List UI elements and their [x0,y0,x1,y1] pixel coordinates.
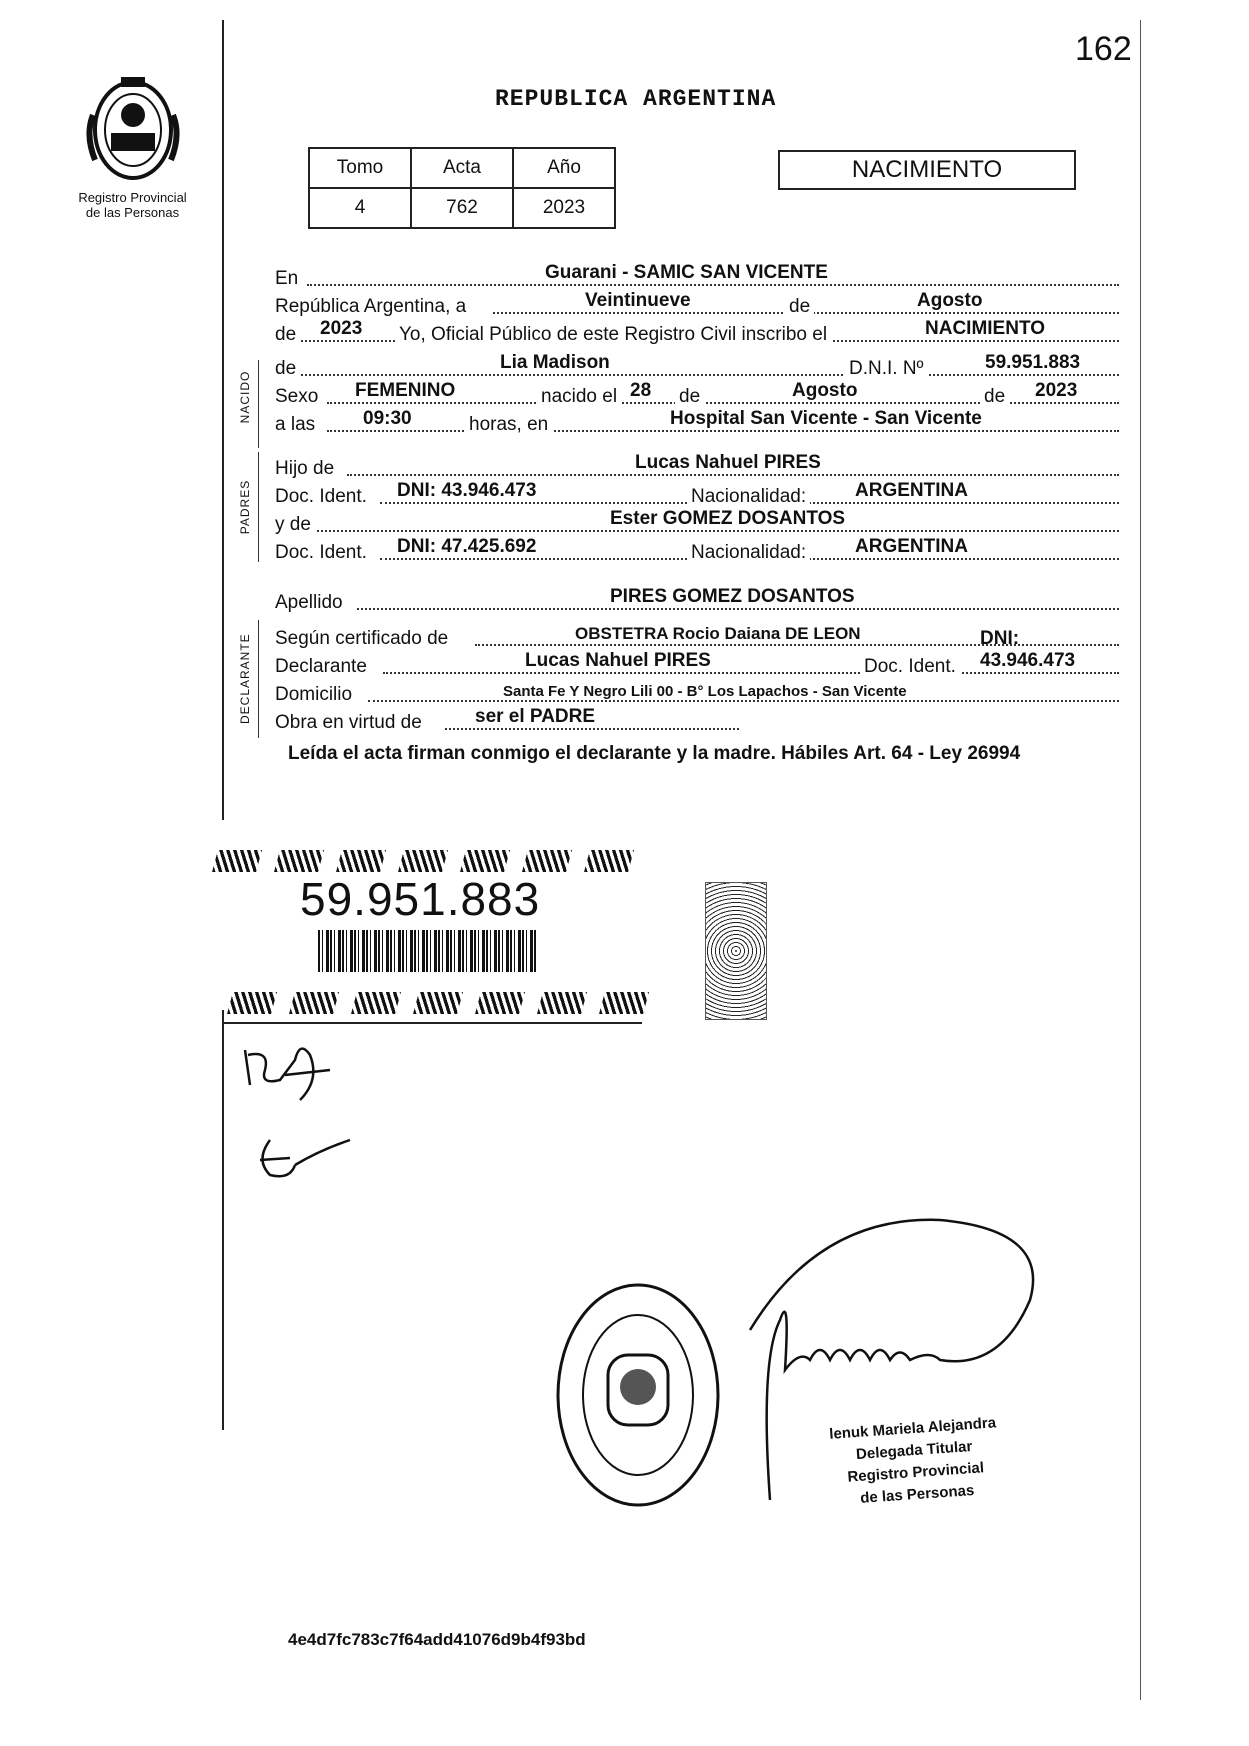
row-padre-doc [275,480,1119,508]
coat-of-arms-icon [83,75,183,185]
padre-nac: ARGENTINA [855,480,968,501]
signature-1 [240,1030,340,1110]
label-apellido: Apellido [275,592,343,613]
hologram-seal [705,882,767,1020]
page-title: REPUBLICA ARGENTINA [495,86,777,112]
declarante-bracket [258,620,259,738]
label-en: En [275,268,299,289]
value-acta: 762 [411,188,513,228]
label-de-year2: de [980,386,1009,408]
label-declarante: Declarante [275,656,367,677]
value-day: Veintinueve [585,290,691,311]
logo-caption-1: Registro Provincial [78,190,187,205]
id-number: 59.951.883 [300,873,541,925]
label-declarante-doc: Doc. Ident. [860,656,960,678]
padre-name: Lucas Nahuel PIRES [635,452,821,473]
nacido-dni: 59.951.883 [985,352,1081,373]
row-hijo-de [275,452,1119,480]
row-y-de [275,508,1119,536]
label-nacido-el: nacido el [537,386,621,408]
separator-line [222,1022,642,1024]
barcode [318,930,538,972]
label-madre-nac: Nacionalidad: [687,542,810,564]
padre-doc: DNI: 43.946.473 [397,480,537,501]
nacido-hora: 09:30 [363,408,412,429]
label-y-de: y de [275,514,311,535]
security-band-top [215,850,631,872]
row-domicilio [275,678,1119,706]
statement-value: NACIMIENTO [925,318,1045,339]
declarante-value: Lucas Nahuel PIRES [525,650,711,671]
apellido-value: PIRES GOMEZ DOSANTOS [610,586,855,607]
label-sexo: Sexo [275,386,319,407]
nacido-day: 28 [630,380,652,401]
label-domicilio: Domicilio [275,684,353,705]
value-anio: 2023 [513,188,615,228]
madre-nac: ARGENTINA [855,536,968,557]
page-number: 162 [1075,30,1132,68]
label-padre-nac: Nacionalidad: [687,486,810,508]
padres-bracket [258,452,259,562]
madre-doc: DNI: 47.425.692 [397,536,537,557]
official-office: Registro Provincial [846,1459,985,1486]
logo [60,75,205,220]
madre-name: Ester GOMEZ DOSANTOS [610,508,846,529]
signature-2 [250,1130,360,1190]
row-en [275,262,1119,290]
left-margin-line-lower [222,1010,224,1430]
document-hash: 4e4d7fc783c7f64add41076d9b4f93bd [288,1630,586,1649]
value-en: Guarani - SAMIC SAN VICENTE [545,262,828,283]
label-hijo-de: Hijo de [275,458,335,479]
left-margin-line [222,20,224,820]
record-table [308,147,616,229]
label-de: de [785,296,814,318]
label-horas-en: horas, en [465,414,552,436]
value-tomo: 4 [309,188,411,228]
row-obra [275,706,1119,734]
official-title: Delegada Titular [855,1437,973,1464]
official-block [792,1410,1038,1515]
nacido-sexo: FEMENINO [355,380,456,401]
security-band-bottom [230,992,646,1014]
row-apellido [275,586,1119,614]
record-type: NACIMIENTO [851,156,1003,183]
label-republica: República Argentina, a [275,296,467,317]
row-nacido-sexo [275,380,1119,408]
obra-value: ser el PADRE [475,706,596,727]
label-nacido-de: de [275,358,297,379]
section-declarante: DECLARANTE [238,633,252,724]
official-name: lenuk Mariela Alejandra [828,1414,997,1443]
nacido-name: Lia Madison [500,352,610,373]
right-margin-line [1140,20,1141,1700]
nacido-bracket [258,360,259,448]
header-tomo: Tomo [309,148,411,188]
section-padres: PADRES [238,479,252,535]
value-month: Agosto [917,290,983,311]
row-statement [275,318,1119,346]
label-de-month: de [675,386,704,408]
section-nacido: NACIDO [238,370,252,424]
label-a-las: a las [275,414,316,435]
official-office-2: de las Personas [859,1481,975,1507]
row-nacido-nombre [275,352,1119,380]
row-republica [275,290,1119,318]
label-dni: D.N.I. Nº [845,358,928,380]
label-madre-doc: Doc. Ident. [275,542,367,563]
label-de-year: de [275,324,297,345]
label-certificado: Según certificado de [275,628,449,649]
statement: Yo, Oficial Público de este Registro Civil inscribo el [395,324,831,346]
header-acta: Acta [411,148,513,188]
nacido-month: Agosto [792,380,858,401]
declarante-doc: DNI: 43.946.473 [980,628,1076,671]
domicilio-value: Santa Fe Y Negro Lili 00 - B° Los Lapachos - San Vicente [503,683,907,700]
logo-caption-2: de las Personas [85,205,180,220]
label-obra: Obra en virtud de [275,712,422,733]
nacido-lugar: Hospital San Vicente - San Vicente [670,408,982,429]
label-padre-doc: Doc. Ident. [275,486,367,507]
closing-text: Leída el acta firman conmigo el declarante y la madre. Hábiles Art. 64 - Ley 26994 [288,743,1021,764]
nacido-year: 2023 [1035,380,1078,401]
certificado-value: OBSTETRA Rocio Daiana DE LEON [575,624,861,643]
row-nacido-hora [275,408,1119,436]
header-anio: Año [513,148,615,188]
value-year: 2023 [320,318,363,339]
record-type-box [778,150,1076,190]
row-madre-doc [275,536,1119,564]
